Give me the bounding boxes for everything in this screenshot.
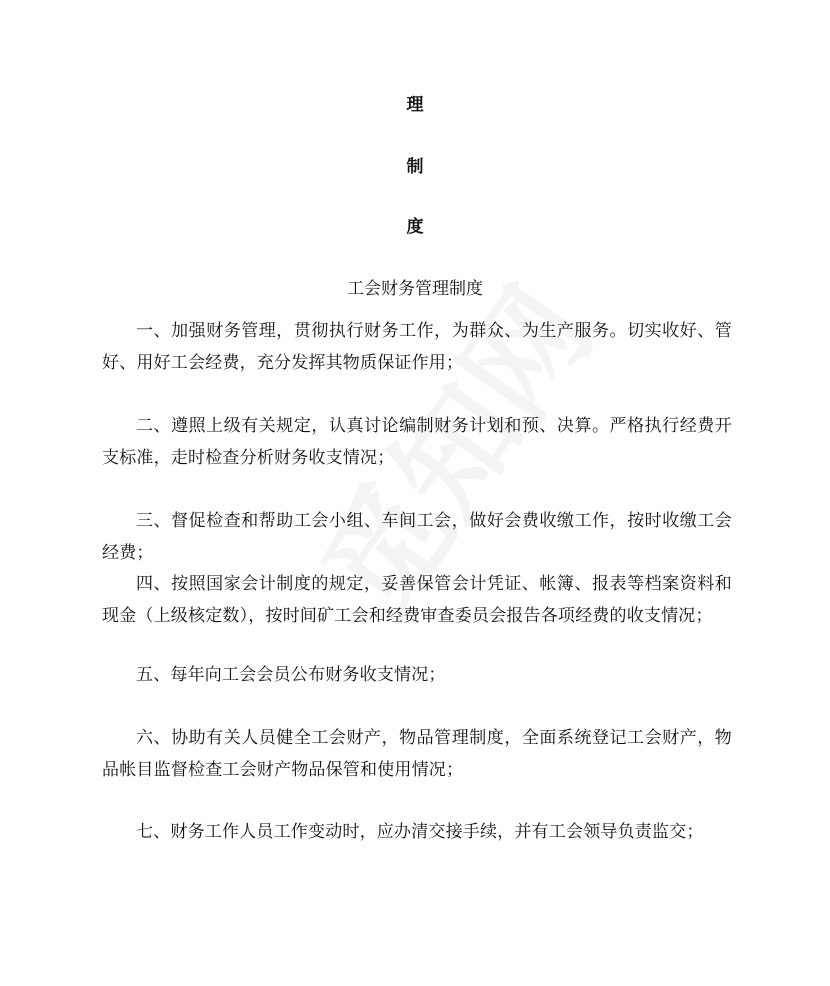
title-char-1: 理 xyxy=(406,95,424,115)
paragraph-2: 二、遵照上级有关规定，认真讨论编制财务计划和预、决算。严格执行经费开支标准，走时检查分析财务收支情况； xyxy=(102,416,732,468)
paragraph-5: 五、每年向工会会员公布财务收支情况； xyxy=(136,665,446,685)
title-char-2: 制 xyxy=(406,157,424,177)
paragraph-7: 七、财务工作人员工作变动时，应办清交接手续，并有工会领导负责监交； xyxy=(136,822,704,842)
paragraph-6: 六、协助有关人员健全工会财产，物品管理制度，全面系统登记工会财产，物品帐目监督检查工会财产物品保管和使用情况； xyxy=(102,728,732,780)
paragraph-3: 三、督促检查和帮助工会小组、车间工会，做好会费收缴工作，按时收缴工会经费； xyxy=(102,511,732,563)
title-char-3: 度 xyxy=(406,217,424,237)
document-subtitle: 工会财务管理制度 xyxy=(347,279,483,299)
paragraph-4: 四、按照国家会计制度的规定，妥善保管会计凭证、帐簿、报表等档案资料和现金（上级核定数），按时间矿工会和经费审查委员会报告各项经费的收支情况； xyxy=(102,574,732,626)
paragraph-1: 一、加强财务管理，贯彻执行财务工作，为群众、为生产服务。切实收好、管好、用好工会经费，充分发挥其物质保证作用； xyxy=(102,321,732,373)
